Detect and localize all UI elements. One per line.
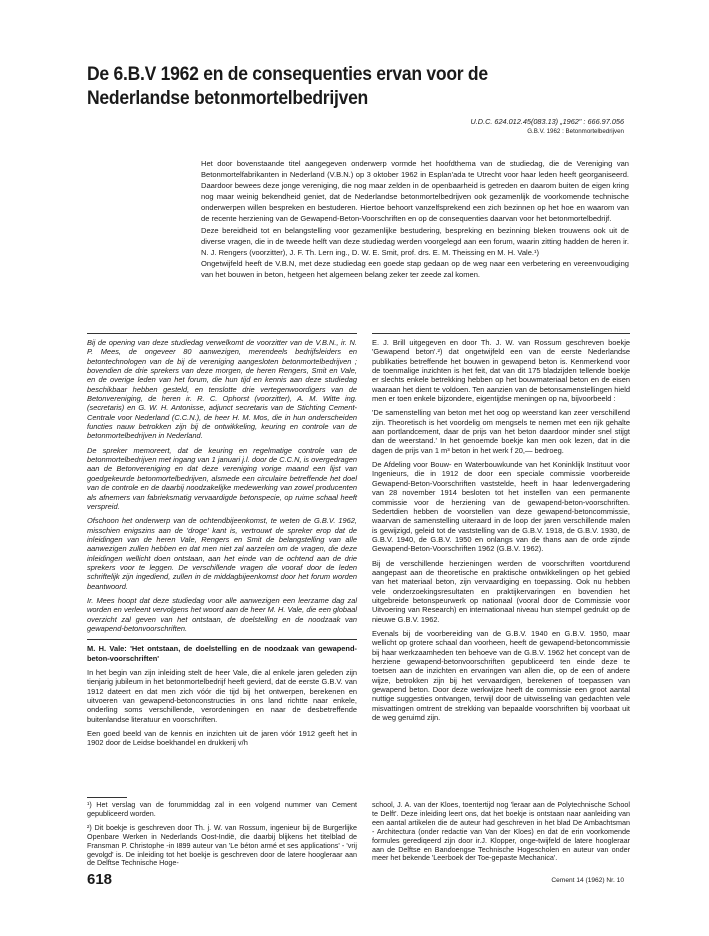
page-number: 618 bbox=[87, 871, 113, 888]
left-p3: Ofschoon het onderwerp van de ochtendbijeenkomst, te weten de G.B.V. 1962, misschien enigszins aan de 'droge' kant is, vertrouwt de spreker erop dat de inleidingen van de heren Vale, Rengers en Smit de belangstelling van alle aanwezigen zullen hebben en dat men niet zal aarzelen om de vragen, die deze inleidingen wellicht doen ontstaan, aan het einde van de ochtend aan de drie sprekers voor te leggen. De verschillende vragen die vooraf door de leden schriftelijk zijn ingediend, zullen in de middagbijeenkomst door het forum worden beantwoord. bbox=[87, 516, 357, 591]
footnotes-right bbox=[372, 801, 630, 863]
udc-subject: G.B.V. 1962 : Betonmortelbedrijven bbox=[527, 128, 624, 135]
udc-code: U.D.C. 624.012.45(083.13) „1962" : 666.97.056 bbox=[470, 117, 624, 126]
left-column bbox=[87, 338, 357, 753]
intro-p1: Het door bovenstaande titel aangegeven onderwerp vormde het hoofdthema van de studiedag, die de Vereniging van Betonmortelfabrikanten in Nederland (V.B.N.) op 3 oktober 1962 in Esplan'ada te Utrecht voor haar leden heeft georganiseerd. Daardoor bewees deze jonge vereniging, die nog maar zelden in de openbaarheid is getreden en daarom buiten de eigen kring nog maar weinig bekendheid geniet, dat de Nederlandse betonmortelbedrijven ook gezamenlijk de voorkomende technische onderwerpen willen bespreken en bestuderen. Hiertoe behoort vanzelfsprekend een zich bezinnen op het hoe en waarom van de recente herziening van de Gewapend-Beton-Voorschriften en op de consequenties daarvan voor het betonmortelbedrijf. bbox=[201, 159, 629, 224]
section-divider bbox=[87, 639, 357, 640]
left-p5: In het begin van zijn inleiding stelt de heer Vale, die al enkele jaren geleden zijn tienjarig jubileum in het betonmortelbedrijf heeft gevierd, dat de eerste G.B.V. van 1912 dateert en dat men zich vóór die tijd bij het ontwerpen, berekenen en uitvoeren van gewapend-betonconstructies in ons land richtte naar enkele, onderling soms verschillende, verordeningen en naar de desbetreffende buitenlandse literatuur en voorschriften. bbox=[87, 668, 357, 724]
footnote-1: ¹) Het verslag van de forummiddag zal in een volgend nummer van Cement gepubliceerd worden. bbox=[87, 800, 357, 818]
section-heading: M. H. Vale: 'Het ontstaan, de doelstelling en de noodzaak van gewapend-beton-voorschriften' bbox=[87, 644, 357, 663]
left-p6: Een goed beeld van de kennis en inzichten uit de jaren vóór 1912 geeft het in 1902 door de Leidse boekhandel en drukkerij v/h bbox=[87, 729, 357, 748]
right-p3: De Afdeling voor Bouw- en Waterbouwkunde van het Koninklijk Instituut voor Ingenieurs, die in 1912 de door een speciale commissie voorbereide Gewapend-Beton-Voorschriften vaststelde, heeft in haar ledenvergadering van 28 november 1914 besloten tot het instellen van een permanente commissie voor de herziening van de gewapend-beton-voorschriften. Sedertdien hebben de voorstellen van deze gewapend-betoncommissie, waarvan de samenstelling uiteraard in de loop der jaren verschillende malen is gewijzigd, geleid tot de vaststelling van de G.B.V. 1918, de G.B.V. 1930, de G.B.V. 1940, de G.B.V. 1950 en onlangs van de thans aan de orde zijnde Gewapend-Beton-Voorschriften 1962 (G.B.V. 1962). bbox=[372, 460, 630, 554]
divider-right bbox=[372, 333, 630, 334]
right-p1: E. J. Brill uitgegeven en door Th. J. W. van Rossum geschreven boekje 'Gewapend beton'.²) dat ongetwijfeld een van de eerste Nederlandse publikaties betreffende het bouwen in gewapend beton is. Kenmerkend voor de toenmalige inzichten is het feit, dat van dit 175 bladzijden tellende boekje er slechts enkele betrekking hebben op het bouwmateriaal beton en de eisen waaraan het dient te voldoen. Ten aanzien van de betonsamenstellingen hield men er toen enkele bijzondere, eigentijdse meningen op na, bijvoorbeeld : bbox=[372, 338, 630, 404]
footnote-rule bbox=[87, 797, 127, 798]
left-p2: De spreker memoreert, dat de keuring en regelmatige controle van de betonmortelbedrijven met ingang van 1 januari j.l. door de C.C.N, is overgedragen aan de Betonvereniging en dat deze vereniging vorige maand een lijst van goedgekeurde betonmortelbedrijven, alsmede een circulaire betreffende het doel van de controle en de daarbij noodzakelijke medewerking van zowel producenten als afnemers van fabrieksmatig vervaardigde betonspecie, op ruime schaal heeft verspreid. bbox=[87, 445, 357, 511]
intro-paragraph bbox=[201, 158, 629, 280]
right-p4: Bij de verschillende herzieningen werden de voorschriften voortdurend aangepast aan de theoretische en praktische ontwikkelingen op het gebied van het materiaal beton, zijn vervaardiging en toepassing. Ook nu hebben vele onderzoekingsresultaten en praktijkervaringen en bovendien het uitgebreide betonspeurwerk op nationaal (vooral door de Commissie voor Uitvoering van Research) en internationaal niveau hun stempel gedrukt op de nieuwe G.B.V. 1962. bbox=[372, 558, 630, 624]
intro-p3: Ongetwijfeld heeft de V.B.N, met deze studiedag een goede stap gedaan op de weg naar een verbetering en vereenvoudiging van het bouwen in beton, hetgeen het algemeen belang zeker ter zeede zal komen. bbox=[201, 258, 629, 279]
right-p2: 'De samenstelling van beton met het oog op weerstand kan zeer verschillend zijn. Theoretisch is het voordelig om mengsels te nemen met een rijk gehalte aan portlandcement, daar de prijs van het beton daardoor minder snel stijgt dan de weerstand.' In het genoemde boekje kan men ook lezen, dat in die dagen de prijs van 1 m³ beton in het werk f 20,— bedroeg. bbox=[372, 408, 630, 455]
right-column bbox=[372, 338, 630, 727]
right-p5: Evenals bij de voorbereiding van de G.B.V. 1940 en G.B.V. 1950, maar wellicht op grotere schaal dan voorheen, heeft de gewapend-betoncommissie bij haar werkzaamheden ten behoeve van de G.B.V. 1962 het concept van de herziene gewapend-betonvoorschriften gepubliceerd ten einde deze te toetsen aan de inzichten en ervaringen van allen die, op de een of andere wijze, betrokken zijn bij het vervaardigen, berekenen of toepassen van gewapend beton. Door deze werkwijze heeft de commissie een groot aantal nuttige suggesties ontvangen, terwijl door de uitwisseling van gedachten vele misvattingen omtrent de strekking van bepaalde voorschriften bij voorbaat uit de weg geruimd zijn. bbox=[372, 628, 630, 723]
intro-p2: Deze bereidheid tot en belangstelling voor gezamenlijke bestudering, bespreking en bezinning bleken trouwens ook uit de diverse vragen, die in de tweede helft van deze studiedag werden voorgelegd aan een forum, waarin zitting hadden de heren ir. N. J. Rengers (voorzitter), J. F. Th. Lern ing., D. W. E. Smit, prof. drs. E. M. Theissing en M. H. Vale.¹) bbox=[201, 225, 629, 257]
footnotes-left bbox=[87, 801, 357, 873]
footnote-2-cont: school, J. A. van der Kloes, toentertijd nog 'leraar aan de Polytechnische School te Delft'. Deze inleiding leert ons, dat het boekje is ontstaan naar aanleiding van een aantal artikelen die de auteur had geschreven in het blad De Ambachtsman - Architectura (onder redactie van Van der Kloes) en dat de erin voorkomende formules gerediqeerd zijn door ir.J. Klopper, onge-twijfeld de latere hoogleraar aan de Delftse en Bandoengse Technische Hogescholen en auteur van onder meer het bekende 'Leerboek der Toe-gepaste Mechanica'. bbox=[372, 800, 630, 863]
left-p1: Bij de opening van deze studiedag verwelkomt de voorzitter van de V.B.N., ir. N. P. Mees, de ongeveer 80 aanwezigen, merendeels bedrijfsleiders en betontechnologen van de bij de vereniging aangesloten betonmortelbedrijven ; bovendien de drie sprekers van deze morgen, de heren Rengers, Smit en Vale, en de overige leden van het forum, die hun tijd en kennis aan deze studiedag beschikbaar hebben gesteld, en tenslotte drie vertegenwoordigers van de Betonvereniging, de heren ir. R. C. Ophorst (voorzitter), A. M. Witte ing. (secretaris) en G. W. H. Antonisse, adjunct secretaris van de Stichting Cement-Centrale voor Nederland (C.C.N.), de heer H. M. Mos, die in hun onderscheiden functies nauw betrokken zijn bij de ontwikkeling, keuring en controle van de betonmortelbedrijven in Nederland. bbox=[87, 338, 357, 441]
left-p4: Ir. Mees hoopt dat deze studiedag voor alle aanwezigen een leerzame dag zal worden en verleent vervolgens het woord aan de heer M. H. Vale, die een globaal overzicht zal geven van het ontstaan, de doelstelling en de noodzaak van gewapend-betonvoorschriften. bbox=[87, 595, 357, 633]
article-title: De 6.B.V 1962 en de consequenties ervan voor de Nederlandse betonmortelbedrijven bbox=[87, 63, 488, 109]
journal-reference: Cement 14 (1962) Nr. 10 bbox=[551, 877, 624, 884]
footnote-2: ²) Dit boekje is geschreven door Th. j. W. van Rossum, ingenieur bij de Burgerlijke Openbare Werken in Nederlands Oost-Indië, die daarbij blijkens het titelblad de Fransman P. Christophe -in I899 auteur van 'Le béton armé et ses applications' - 'vrij gevolgd' is. De inleiding tot het boekje is geschreven door de latere hoogleraar aan de Delftse Technische Hoge- bbox=[87, 822, 357, 868]
divider-left bbox=[87, 333, 357, 334]
